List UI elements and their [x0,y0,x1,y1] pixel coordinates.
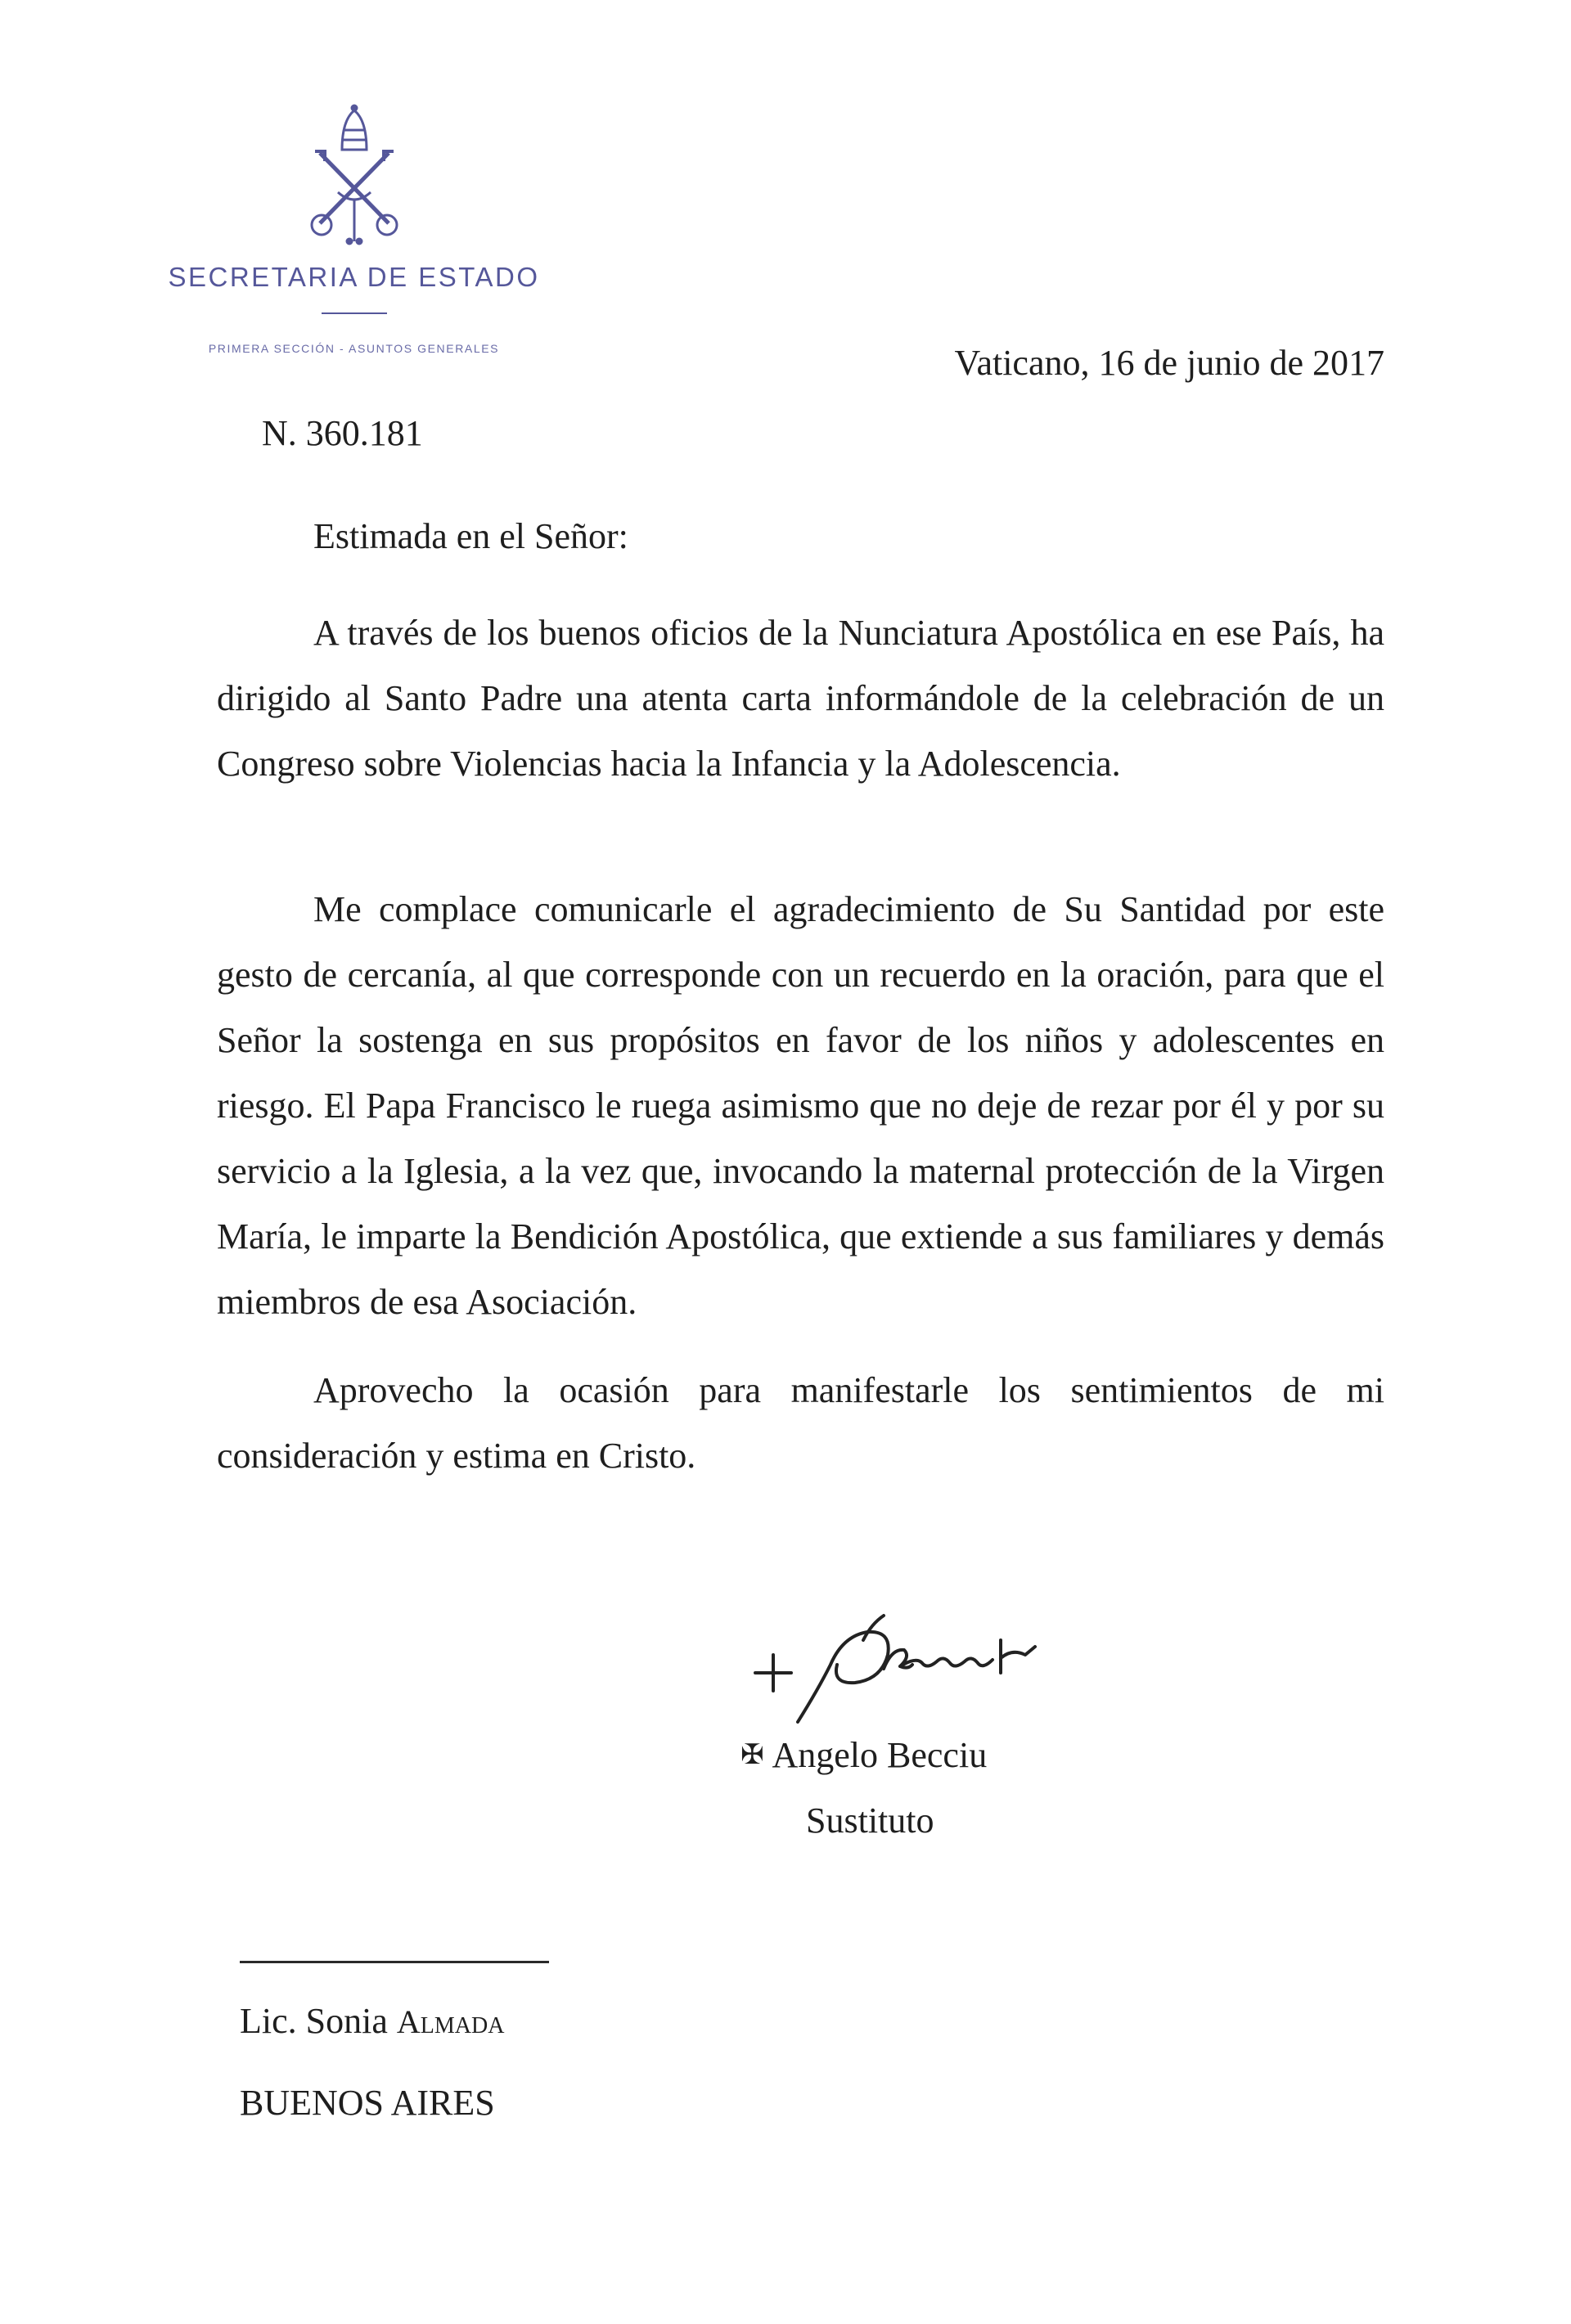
paragraph-3 [217,1358,1384,1489]
paragraph-text: Aprovecho la ocasión para manifestarle los sentimientos de mi consideración y estima en Cristo. [217,1370,1384,1476]
letterhead-divider [322,312,387,314]
cross-icon: ✠ [740,1738,764,1771]
signer-name: Angelo Becciu [772,1735,988,1775]
handwritten-signature [740,1591,1084,1755]
signer-title: Sustituto [806,1800,934,1841]
recipient-city: BUENOS AIRES [240,2083,495,2123]
recipient-prefix: Lic. Sonia [240,2001,388,2041]
salutation: Estimada en el Señor: [313,516,628,556]
recipient-name [240,2000,504,2042]
letterhead [131,102,577,355]
papal-coat-of-arms-icon [297,102,412,245]
office-section: PRIMERA SECCIÓN - ASUNTOS GENERALES [208,342,500,355]
paragraph-2 [217,877,1384,1335]
office-name: SECRETARIA DE ESTADO [168,262,540,292]
recipient-divider [240,1961,549,1963]
letter-date: Vaticano, 16 de junio de 2017 [954,343,1384,383]
paragraph-1 [217,600,1384,797]
signer-name-line [740,1734,987,1776]
paragraph-text: Me complace comunicarle el agradecimiento de Su Santidad por este gesto de cercanía, al que corresponde con un recuerdo en la oración, para que el Señor la sostenga en sus propósitos en favor de los niños y adolescentes en riesgo. El Papa Francisco le ruega asimismo que no deje de rezar por él y por su servicio a la Iglesia, a la vez que, invocando la maternal protección de la Virgen María, le imparte la Bendición Apostólica, que extiende a sus familiares y demás miembros de esa Asociación. [217,889,1384,1322]
paragraph-text: A través de los buenos oficios de la Nunciatura Apostólica en ese País, ha dirigido al Santo Padre una atenta carta informándole de la celebración de un Congreso sobre Violencias hacia la Infancia y la Adolescencia. [217,613,1384,784]
recipient-surname: Almada [396,2003,505,2040]
reference-number: N. 360.181 [262,413,423,453]
